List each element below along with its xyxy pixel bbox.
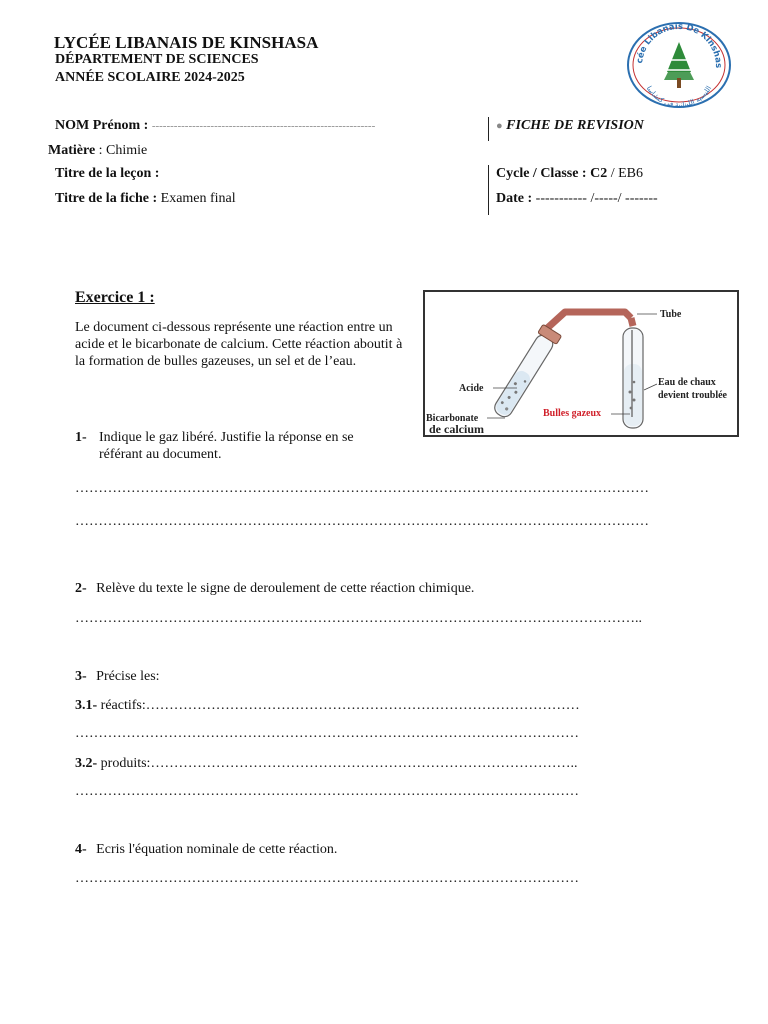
bullet-icon: ● [496, 120, 503, 132]
q3-1-number: 3.1- [75, 698, 98, 713]
q4-text: Ecris l'équation nominale de cette réaction. [96, 842, 338, 857]
name-field[interactable]: ------------------------------------------------------------- [151, 120, 376, 132]
date-row [496, 191, 658, 207]
exercise-title: Exercice 1 : [75, 289, 155, 306]
sheet-title-row [55, 191, 236, 207]
divider-line-2 [488, 165, 489, 215]
class-value: / EB6 [610, 166, 643, 181]
experiment-figure [423, 290, 739, 437]
logo-arabic-text: الليسيه اللبنانية في كنشاسا [644, 84, 714, 108]
answer-line[interactable]: ……………………………………………………………………………………………… [75, 726, 579, 741]
subject-value: : Chimie [98, 143, 148, 158]
answer-line[interactable]: ……………………………………………………………………………………………… [75, 871, 579, 886]
cycle-label: Cycle / Classe : [496, 166, 587, 181]
q3-2-text[interactable]: produits:……………………………………………………………………………….. [100, 756, 578, 771]
sheet-type-text: FICHE DE REVISION [506, 118, 644, 133]
answer-line[interactable]: …………………………………………………………………………………………………………… [75, 481, 649, 496]
q3-2-number: 3.2- [75, 756, 98, 771]
cycle-row [496, 166, 643, 182]
cycle-value: C2 [590, 166, 608, 181]
q3-text: Précise les: [96, 669, 160, 684]
school-logo [626, 20, 732, 108]
q4-number: 4- [75, 842, 87, 857]
question-1 [75, 429, 395, 463]
subject-row [48, 143, 147, 159]
sheet-type [496, 118, 644, 134]
school-year: ANNÉE SCOLAIRE 2024-2025 [55, 70, 245, 85]
date-label: Date : [496, 191, 533, 206]
label-bicarbonate-1: Bicarbonate [426, 413, 479, 424]
q3-1-text[interactable]: réactifs:………………………………………………………………………………… [100, 698, 580, 713]
question-3-1 [75, 697, 580, 714]
lesson-label: Titre de la leçon : [55, 166, 160, 181]
q2-text: Relève du texte le signe de deroulement de cette réaction chimique. [96, 581, 475, 596]
question-2 [75, 580, 474, 597]
answer-line[interactable]: …………………………………………………………………………………………………………… [75, 514, 649, 529]
name-label: NOM Prénom : [55, 118, 149, 133]
question-4 [75, 841, 337, 858]
label-bubbles: Bulles gazeux [543, 408, 602, 419]
date-value[interactable]: ----------- /-----/ ------- [535, 191, 658, 206]
department: DÉPARTEMENT DE SCIENCES [55, 52, 259, 67]
q3-number: 3- [75, 669, 87, 684]
name-row [55, 118, 375, 134]
subject-label: Matière [48, 143, 96, 158]
school-name: LYCÉE LIBANAIS DE KINSHASA [54, 33, 319, 52]
label-bicarbonate-2: de calcium [429, 422, 484, 435]
answer-line[interactable]: ……………………………………………………………………………………………… [75, 784, 579, 799]
label-tube: Tube [660, 309, 682, 320]
q2-number: 2- [75, 581, 87, 596]
logo-arc-text: cée Libanais De Kinshas [635, 21, 724, 69]
q1-text: Indique le gaz libéré. Justifie la réponse en se référant au document. [99, 430, 354, 462]
exercise-intro: Le document ci-dessous représente une réaction entre un acide et le bicarbonate de calcium. Cette réaction aboutit à la formation de bulles gazeuses, un sel et de l’eau. [75, 320, 403, 369]
sheet-title-value: Examen final [160, 191, 236, 206]
question-3 [75, 668, 160, 685]
question-3-2 [75, 755, 577, 772]
q1-number: 1- [75, 430, 87, 445]
label-acid: Acide [459, 383, 484, 394]
sheet-title-label: Titre de la fiche : [55, 191, 158, 206]
label-lime-water-1: Eau de chaux [658, 377, 716, 388]
label-lime-water-2: devient troublée [658, 390, 727, 401]
answer-line[interactable]: ………………………………………………………………………………………………………….. [75, 611, 642, 626]
divider-line [488, 117, 489, 141]
